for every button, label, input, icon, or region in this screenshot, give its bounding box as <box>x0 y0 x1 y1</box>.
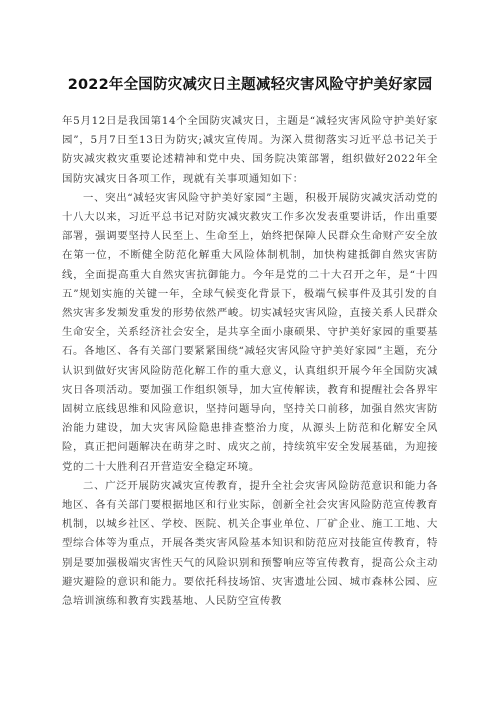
document-title: 2022年全国防灾减灾日主题减轻灾害风险守护美好家园 <box>67 77 433 93</box>
section-two-paragraph: 二、广泛开展防灾减灾宣传教育，提升全社会灾害风险防范意识和能力各地区、各有关部门要根据地区和行业实际，创新全社会灾害风险防范宣传教育机制，以城乡社区、学校、医院、机关企事业单位、厂矿企业、施工工地、大型综合体等为重点，开展各类灾害风险基本知识和防范应对技能宣传教育，特别是要加强极端灾害性天气的风险识别和预警响应等宣传教育，提高公众主动避灾避险的意识和能力。要依托科技场馆、灾害遗址公园、城市森林公园、应急培训演练和教育实践基地、人民防空宣传教 <box>62 479 438 608</box>
intro-paragraph: 年5月12日是我国第14个全国防灾减灾日，主题是“减轻灾害风险守护美好家园”，5月7日至13日为防灾;减灾宣传周。为深入贯彻落实习近平总书记关于防灾减灾救灾重要论述精神和党中央、国务院决策部署，组织做好2022年全国防灾减灾日各项工作，现就有关事项通知如下： <box>62 115 438 185</box>
section-one-paragraph: 一、突出“减轻灾害风险守护美好家园”主题，积极开展防灾减灾活动党的十八大以来，习近平总书记对防灾减灾救灾工作多次发表重要讲话，作出重要部署，强调要坚持人民至上、生命至上，始终把保障人民群众生命财产安全放在第一位，不断健全防范化解重大风险体制机制，加快构建抵御自然灾害防线，全面提高重大自然灾害抗御能力。今年是党的二十大召开之年，是“十四五”规划实施的关键一年，全球气候变化背景下，极端气候事件及其引发的自然灾害多发频发重发的形势依然严峻。切实减轻灾害风险，直接关系人民群众生命安全，关系经济社会安全，是共享全面小康硕果、守护美好家园的重要基石。各地区、各有关部门要紧紧围绕“减轻灾害风险守护美好家园”主题，充分认识到做好灾害风险防范化解工作的重大意义，认真组织开展今年全国防灾减灾日各项活动。要加强工作组织领导，加大宣传解读，教育和提醒社会各界牢固树立底线思维和风险意识，坚持问题导向，坚持关口前移，加强自然灾害防治能力建设，加大灾害风险隐患排查整治力度，从源头上防范和化解安全风险，真正把问题解决在萌芽之时、成灾之前，持续筑牢安全发展基础，为迎接党的二十大胜利召开营造安全稳定环境。 <box>62 191 438 473</box>
